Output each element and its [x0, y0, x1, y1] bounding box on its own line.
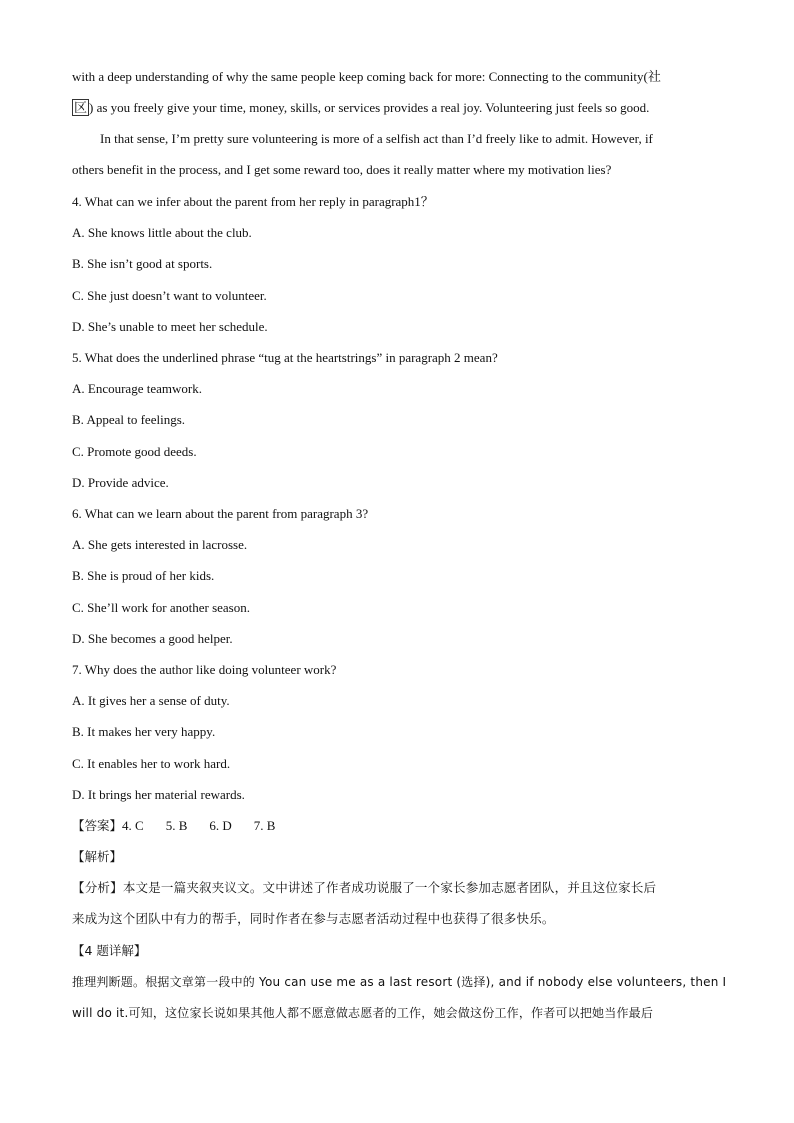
question-7-option-d: D. It brings her material rewards. [72, 787, 245, 802]
answer-item: 7. B [253, 818, 276, 833]
question-7-option-b: B. It makes her very happy. [72, 724, 216, 739]
boxed-character: 区 [74, 100, 88, 115]
answer-item: 4. C [122, 818, 144, 833]
summary-line-2: 来成为这个团队中有力的帮手，同时作者在参与志愿者活动过程中也获得了很多快乐。 [72, 911, 555, 926]
question-4-option-c: C. She just doesn’t want to volunteer. [72, 288, 267, 303]
detail-line-1: 推理判断题。根据文章第一段中的 You can use me as a last resort (选择), and if nobody else volunteers, then I [72, 975, 727, 989]
detail-label: 【4 题详解】 [72, 943, 147, 958]
answer-label: 【答案】 [72, 818, 123, 833]
answer-line [72, 818, 297, 834]
question-7-option-a: A. It gives her a sense of duty. [72, 693, 230, 708]
summary-text-1: 本文是一篇夹叙夹议文。文中讲述了作者成功说服了一个家长参加志愿者团队，并且这位家长后 [122, 880, 657, 895]
detail-line-2: will do it.可知，这位家长说如果其他人都不愿意做志愿者的工作，她会做这份工作，作者可以把她当作最后 [72, 1006, 654, 1020]
question-7-option-c: C. It enables her to work hard. [72, 756, 231, 771]
question-6-option-d: D. She becomes a good helper. [72, 631, 233, 646]
question-5-option-d: D. Provide advice. [72, 475, 169, 490]
passage-line-2 [72, 100, 649, 116]
answer-item: 5. B [165, 818, 188, 833]
analysis-label: 【解析】 [72, 849, 123, 864]
summary-line-1 [72, 880, 656, 896]
question-4-option-b: B. She isn’t good at sports. [72, 256, 213, 271]
question-stem-5: 5. What does the underlined phrase “tug at the heartstrings” in paragraph 2 mean? [72, 350, 498, 365]
passage-line-4: others benefit in the process, and I get some reward too, does it really matter where my motivation lies? [72, 162, 612, 177]
question-stem-7: 7. Why does the author like doing volunteer work? [72, 662, 337, 677]
question-5-option-b: B. Appeal to feelings. [72, 412, 186, 427]
passage-line-2-text: ) as you freely give your time, money, skills, or services provides a real joy. Volunteering just feels so good. [89, 100, 650, 115]
question-6-option-b: B. She is proud of her kids. [72, 568, 215, 583]
question-stem-6: 6. What can we learn about the parent from paragraph 3? [72, 506, 369, 521]
question-stem-4: 4. What can we infer about the parent from her reply in paragraph1？ [72, 194, 434, 209]
passage-line-3: In that sense, I’m pretty sure volunteering is more of a selfish act than I’d freely like to admit. However, if [100, 131, 653, 146]
passage-line-1: with a deep understanding of why the same people keep coming back for more: Connecting to the community(社 [72, 69, 661, 84]
question-5-option-c: C. Promote good deeds. [72, 444, 197, 459]
question-5-option-a: A. Encourage teamwork. [72, 381, 202, 396]
question-4-option-a: A. She knows little about the club. [72, 225, 252, 240]
question-4-option-d: D. She’s unable to meet her schedule. [72, 319, 268, 334]
question-6-option-c: C. She’ll work for another season. [72, 600, 250, 615]
question-6-option-a: A. She gets interested in lacrosse. [72, 537, 248, 552]
summary-label: 【分析】 [72, 880, 123, 895]
answer-item: 6. D [209, 818, 232, 833]
